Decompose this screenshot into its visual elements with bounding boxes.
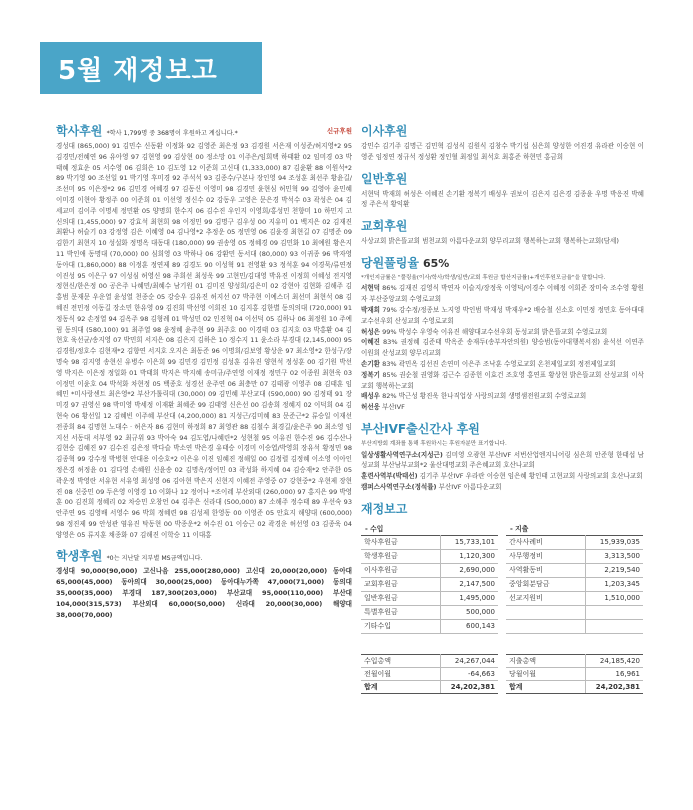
gyohoe-list: 사상교회 밝은뜰교회 범천교회 아름다운교회 양무리교회 행복하는교회 행복하는교회(담세)	[361, 237, 619, 246]
dangwon-title: 당원풀링율	[361, 255, 419, 270]
table-row: 기타수입 600,143	[361, 619, 498, 633]
hakseong-section-title	[56, 547, 352, 564]
table-row: 전월이월 -64,663	[361, 667, 498, 680]
list-item: 허선웅 부산IVF	[361, 403, 405, 412]
dangwon-section-title	[361, 254, 644, 271]
expense-totals	[506, 654, 643, 694]
hakbu-subtitle: *학사 1,799명 중 368명이 후원하고 계십니다.*	[106, 130, 238, 137]
expense-header: - 지출	[510, 524, 529, 533]
list-item: 이혜진 83% 권정혜 김준태 박옥준 송재두(송부자안의원) 양승범(동아대행복서점) 윤석선 이연주 이원희 산성교회 양무리교회	[361, 338, 644, 358]
income-header: - 수입	[365, 524, 384, 533]
dangwon-percent: 65%	[422, 256, 450, 270]
list-item: 배성우 82% 박근성 황진욱 한나직업상 사랑의교회 생명샘전원교회 수영로교회	[361, 392, 587, 401]
isa-title: 이사후원	[361, 124, 408, 138]
table-row: 수입총액 24,267,044	[361, 654, 498, 667]
gyohoe-title: 교회후원	[361, 219, 408, 234]
table-row: 교회후원금 2,147,500	[361, 577, 498, 591]
table-row: 사역활동비 2,219,540	[506, 563, 643, 577]
hakseong-list: 경성대 90,000(90,000) 고신나음 255,000(280,000) 고신대 20,000(20,000) 동아대 65,000(45,000) 동아의대 30,000(25,000) 동아대누가쪽 47,000(71,000) 동의대 35,000(35,000) 부경대 187,300(203,000) 부산교대 95,000(110,000) 부산대 104,000(315,573) 부산외대 60,000(50,000) 신라대 20,000(30,000) 해양대 38,000(70,000)	[56, 567, 352, 619]
list-item: 서현덕 86% 김재진 김영식 박연자 이슬지/장정욱 이영덕/이경수 이혜정 이희준 장미숙 조수영 황원자 부산중앙교회 수영로교회	[361, 284, 644, 304]
list-item: 박재희 79% 강수정/정종보 노지영 박인범 박재성 박재우*2 배승철 신소호 이민정 정민호 동아대대교수선우회 산성교회 수영로교회	[361, 306, 644, 325]
chulgan-list	[361, 450, 644, 493]
table-row: 합계 24,202,381	[506, 680, 643, 693]
dangwon-list	[361, 283, 644, 413]
dangwon-note: *개인지금률은 "풀링율(이사/학사/학생/일반/교회 후원금 합산지금률)+개인후원모금율"을 말합니다.	[361, 274, 606, 281]
table-row: 특별후원금 500,000	[361, 605, 498, 619]
finance-title: 재정보고	[361, 501, 408, 516]
list-item: 훈련사역부(박태선) 김기주 부산IVF 우라란 이승현 임은혜 황인태 고현교회 사랑의교회 호산나교회	[361, 472, 643, 481]
income-totals	[361, 654, 498, 694]
table-row: 학사후원금 15,733,101	[361, 535, 498, 549]
hakbu-title: 학사후원	[56, 124, 103, 138]
finance-ledger	[361, 521, 644, 634]
table-row: 합계 24,202,381	[361, 680, 498, 693]
list-item: 허성은 99% 박성수 우영숙 이유진 해양대교수선우회 동성교회 밝은뜰교회 수영로교회	[361, 327, 608, 336]
page-banner	[40, 42, 262, 94]
list-item: 손기환 83% 곽민옥 김선진 손연미 이은주 조낙훈 수영로교회 온천제일교회 정전제일교회	[361, 360, 616, 369]
hakbu-section-title	[56, 122, 352, 139]
expense-table	[506, 521, 643, 634]
ilban-list: 서현덕 박재희 허성은 이혜진 손기환 정복기 배성우 권보이 김은지 김은경 김종윤 우명 박응진 박혜정 주은석 황익환	[361, 189, 644, 209]
table-row: 학생후원금 1,120,300	[361, 549, 498, 563]
ilban-title: 일반후원	[361, 171, 408, 186]
isa-list: 강민수 김기주 김명근 김민혁 김성식 김원식 김창수 박기섭 심은희 양성한 어진경 유라관 이승현 이영준 임정연 정규석 정성환 정인혈 최정일 최석호 최홍준 하현민 홍금희	[361, 142, 644, 161]
table-row: 일반후원금 1,495,000	[361, 591, 498, 605]
table-row	[506, 619, 643, 633]
table-row: 지출총액 24,185,420	[506, 654, 643, 667]
hakbu-list: 경성대 (865,000) 91 김민수 신동환 이정화 92 김영준 최은정 93 김경원 서은재 이성준/허지영*2 95 김경민/전혜연 96 유아영 97 김현영 99 김상현 00 정소망 01 이주은/임희택 하태환 02 임미경 03 박태혜 정효운 05 서수영 06 김희은 10 김도영 12 이준희 고신대 (1,333,000) 87 김윤환 88 이원석*2 89 박기영 90 조선일 91 박기영 후미경 92 주석석 93 김종수/구본나 장인영 94 조성훈 최선주 황윤길/조선미 95 이은정*2 96 김민경 여혜경 97 김동신 이영미 98 김경민 윤현심 허민혁 99 김영아 윤민혜 이미경 이현아 황정주 00 이준희 01 이선영 정신수 02 강동우 고영은 문은경 박석수 03 곽성은 04 김세교미 김이주 이명세 정민환 05 양명희 한수지 06 김수진 우인지 이영희/홍성민 천향미 10 하민지 고신의대 (1,455,000) 97 강효석 최현희 98 이정민 99 김명구 김우성 00 지유미 01 백지은 02 김재진 최환나 허슬기 03 강정영 김은 이혜영 04 김나영*2 추정운 05 정민영 06 김윤경 최현길 07 김명준 09 김한기 최현지 10 성설화 정명옥 대동대 (180,000) 99 권송영 05 정혜경 09 김민화 10 최예원 황은지 11 박인애 동명대 (70,000) 00 심희영 03 박하나 06 강환민 동서대 (80,000) 93 이귀종 96 박자영 동아대 (1,860,000) 88 이정훈 정연제 89 김경도 90 이성혁 91 전영환 93 정석훈 94 이경묵/류연정 이진성 95 이은구 97 이성심 허영신 98 주희선 최성욱 99 고현민/김대영 박유진 이정희 이혜성 전지영 정현신/한은정 00 공은주 나혜민/최혜수 남기원 01 김미진 양성희/김은미 02 강현아 김현화 김해주 김홍범 문재문 우운열 윤성열 천종순 05 강승우 김유진 허지선 07 박주현 이예스더 최선미 최현석 08 김혜진 전민정 이동길 장소민 한유영 09 김진희 박선영 이희진 10 김지홍 김한별 동의의대 (720,000) 91 정동식 92 손정열 94 김옥주 98 김형례 01 박성민 02 인진혁 04 이선덕 05 김하나 06 최정원 10 주예림 동의대 (580,100) 91 최주열 98 윤정혜 윤주현 99 최주호 00 이경태 03 김지호 03 박홍환 04 김현호 육선균/송지영 07 박민희 서지은 08 김은지 김하은 10 정수지 11 윤소라 부경대 (2,145,000) 95 김경원/정호수 김현재*2 김향연 서지호 오지은 최동준 96 이명희/김보영 황상운 97 최소영*2 한성구/장명숙 98 김지영 송현신 유병수 이은희 99 김민경 김민정 김성훈 김유진 양현석 정성훈 00 김기원 박선영 박지은 이은정 정일화 01 박태희 박지은 박지혜 송미규/주연영 이재정 정민구 02 이종원 최현욱 03 이정민 이윤호 04 박석화 차현정 05 백종호 성경선 운주연 06 최충만 07 김태광 이영주 08 김태훈 임혜민 *미사랑센트 최은영*2 부산가톨릭대 (30,000) 09 김민혜 부산교대 (590,000) 90 김정태 91 장미경 97 권영신 98 박미영 박세정 이재환 최혜준 99 김태영 신은선 00 김송희 정혜지 02 이덕희 04 김현숙 06 황선일 12 김혜빈 이주혜 부산대 (4,200,000) 81 지성근/김미혜 83 문준근*2 류승일 이재선 전종희 84 김명현 노대수 · 허은자 86 김현미 하정희 87 최영관 88 김철수 최경길/윤은주 90 최소영 임지선 서동대 서부영 92 최규위 93 박아숙 94 김도엽/나혜린*2 성현철 95 이유진 한수진 96 김수산나 김현승 김혜진 97 김수진 김은정 박다슬 박소연 박은경 유태승 이경미 이승엽/박영희 장유석 황정민 98 김종혁 99 강수정 박병현 안대용 이승호*2 이은유 이진 임혜진 정해일 00 김정렬 김정혜 이소영 이아인 정은경 허정윤 01 김다영 손혜원 신윤송 02 김명옥/정어민 03 곽성화 하지혜 04 김승재*2 안주한 05 곽운정 박영란 서유현 서유영 최성영 06 김아현 박은지 신현지 이혜전 주영중 07 강현중*2 우현제 장현진 08 신중민 09 두은영 이영경 10 이화나 12 정어나 *조이레 부산외대 (260,000) 97 홍지은 99 박영훈 00 김진희 정혜리 02 차승민 오창언 04 김주은 신라대 (500,000) 87 소해주 정수태 89 우선숙 93 안주연 95 김영배 서영수 96 박희 정혜련 98 김성제 한영동 00 이영준 05 안효지 해양대 (600,000) 98 정진제 99 안성관 염유진 탁동현 00 박종운*2 허수진 01 이승근 02 곽경운 허선영 03 김종욱 04 양영은 05 류지훈 채종화 07 김해진 이학승 11 이대홍	[56, 142, 352, 539]
right-column	[361, 122, 644, 694]
hakseong-title: 학생후원	[56, 549, 103, 564]
income-table	[361, 521, 498, 634]
finance-totals	[361, 654, 644, 694]
chulgan-title: 부산IVF출신간사 후원	[361, 422, 480, 437]
page-title: 5월 재정보고	[58, 56, 218, 86]
chulgan-note: 부산지방회 계좌를 통해 후원하시는 후원자분만 표기합니다.	[361, 441, 507, 448]
list-item: 캠퍼스사역연구소(정석률) 부산IVF 아름다운교회	[361, 482, 502, 491]
list-item: 일상생활사역연구소(지성근) 김미영 오광현 부산IVF 서번산업엔지니어링 심은희 안준형 한태섭 남성교회 부산남부교회*2 울산대명교회 주은혜교회 호산나교회	[361, 450, 644, 470]
hakseong-subtitle: *0는 지난달 지부별 MS금액입니다.	[106, 555, 203, 563]
table-row: 사무행정비 3,313,500	[506, 549, 643, 563]
table-row: 이사후원금 2,690,000	[361, 563, 498, 577]
table-row: 당월이월 16,961	[506, 667, 643, 680]
table-row	[506, 605, 643, 619]
new-supporter-tag: 신규후원	[326, 127, 352, 135]
table-row: 중앙회분담금 1,203,345	[506, 577, 643, 591]
table-row: 간사사례비 15,939,035	[506, 535, 643, 549]
left-column	[56, 122, 352, 620]
table-row: 선교지원비 1,510,000	[506, 591, 643, 605]
list-item: 정복기 85% 권순철 권영화 김근수 김종헌 이효건 조호영 홍연표 황상현 밝은뜰교회 산성교회 이삭교회 행복하는교회	[361, 370, 644, 390]
